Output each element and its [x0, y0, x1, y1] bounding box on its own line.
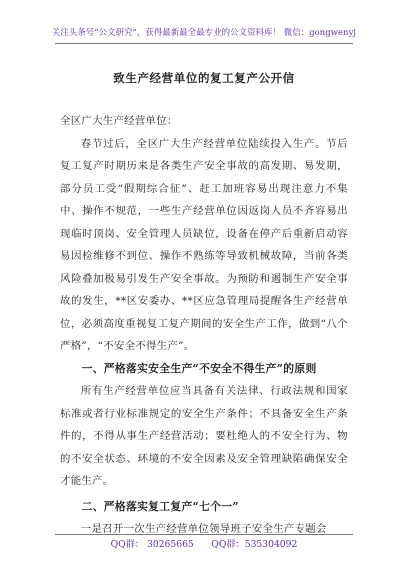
section-heading-1: 一、严格落实安全生产“不安全不得生产”的原则: [81, 361, 317, 375]
section-2-paragraph: 一是召开一次生产经营单位领导班子安全生产专题会: [80, 523, 327, 535]
footer-qq-groups: QQ群： 30265665 QQ群：535304092: [110, 539, 298, 550]
section-heading-2: 二、严格落实复工复产“七个一”: [81, 499, 239, 513]
body-paragraph: 春节过后，全区广大生产经营单位陆续投入生产。节后复工复产时期历来是各类生产安全事故的高发期、易发期，部分员工受“假期综合征”、赶工加班容易出现注意力不集中、操作不规范，一些生产经营单位因返岗人员不齐容易出现临时顶岗、安全管理人员缺位，设备在停产后重新启动容易因检维修不到位、操作不熟练等导致机械故障，当前各类风险叠加极易引发生产安全事故。为预防和遏制生产安全事故的发生，**区安委办、**区应急管理局提醒各生产经营单位，必须高度重视复工复产期间的安全生产工作，做到“八个严格”，“不安全不得生产”。: [60, 137, 348, 352]
header-banner: 关注头条号“公文研究”，获得最新最全最专业的公文资料库！ 微信：gongwenyj: [51, 27, 357, 37]
header-divider: [55, 43, 353, 44]
document-title: 致生产经营单位的复工复产公开信: [113, 71, 295, 85]
salutation: 全区广大生产经营单位：: [60, 115, 178, 127]
document-body: [60, 110, 348, 541]
footer-divider: [55, 534, 353, 535]
section-1-paragraph: 所有生产经营单位应当具备有关法律、行政法规和国家标准或者行业标准规定的安全生产条件；不具备安全生产条件的，不得从事生产经营活动；要杜绝人的不安全行为、物的不安全状态、环境的不安全因素及安全管理缺陷确保安全才能生产。: [60, 385, 348, 487]
